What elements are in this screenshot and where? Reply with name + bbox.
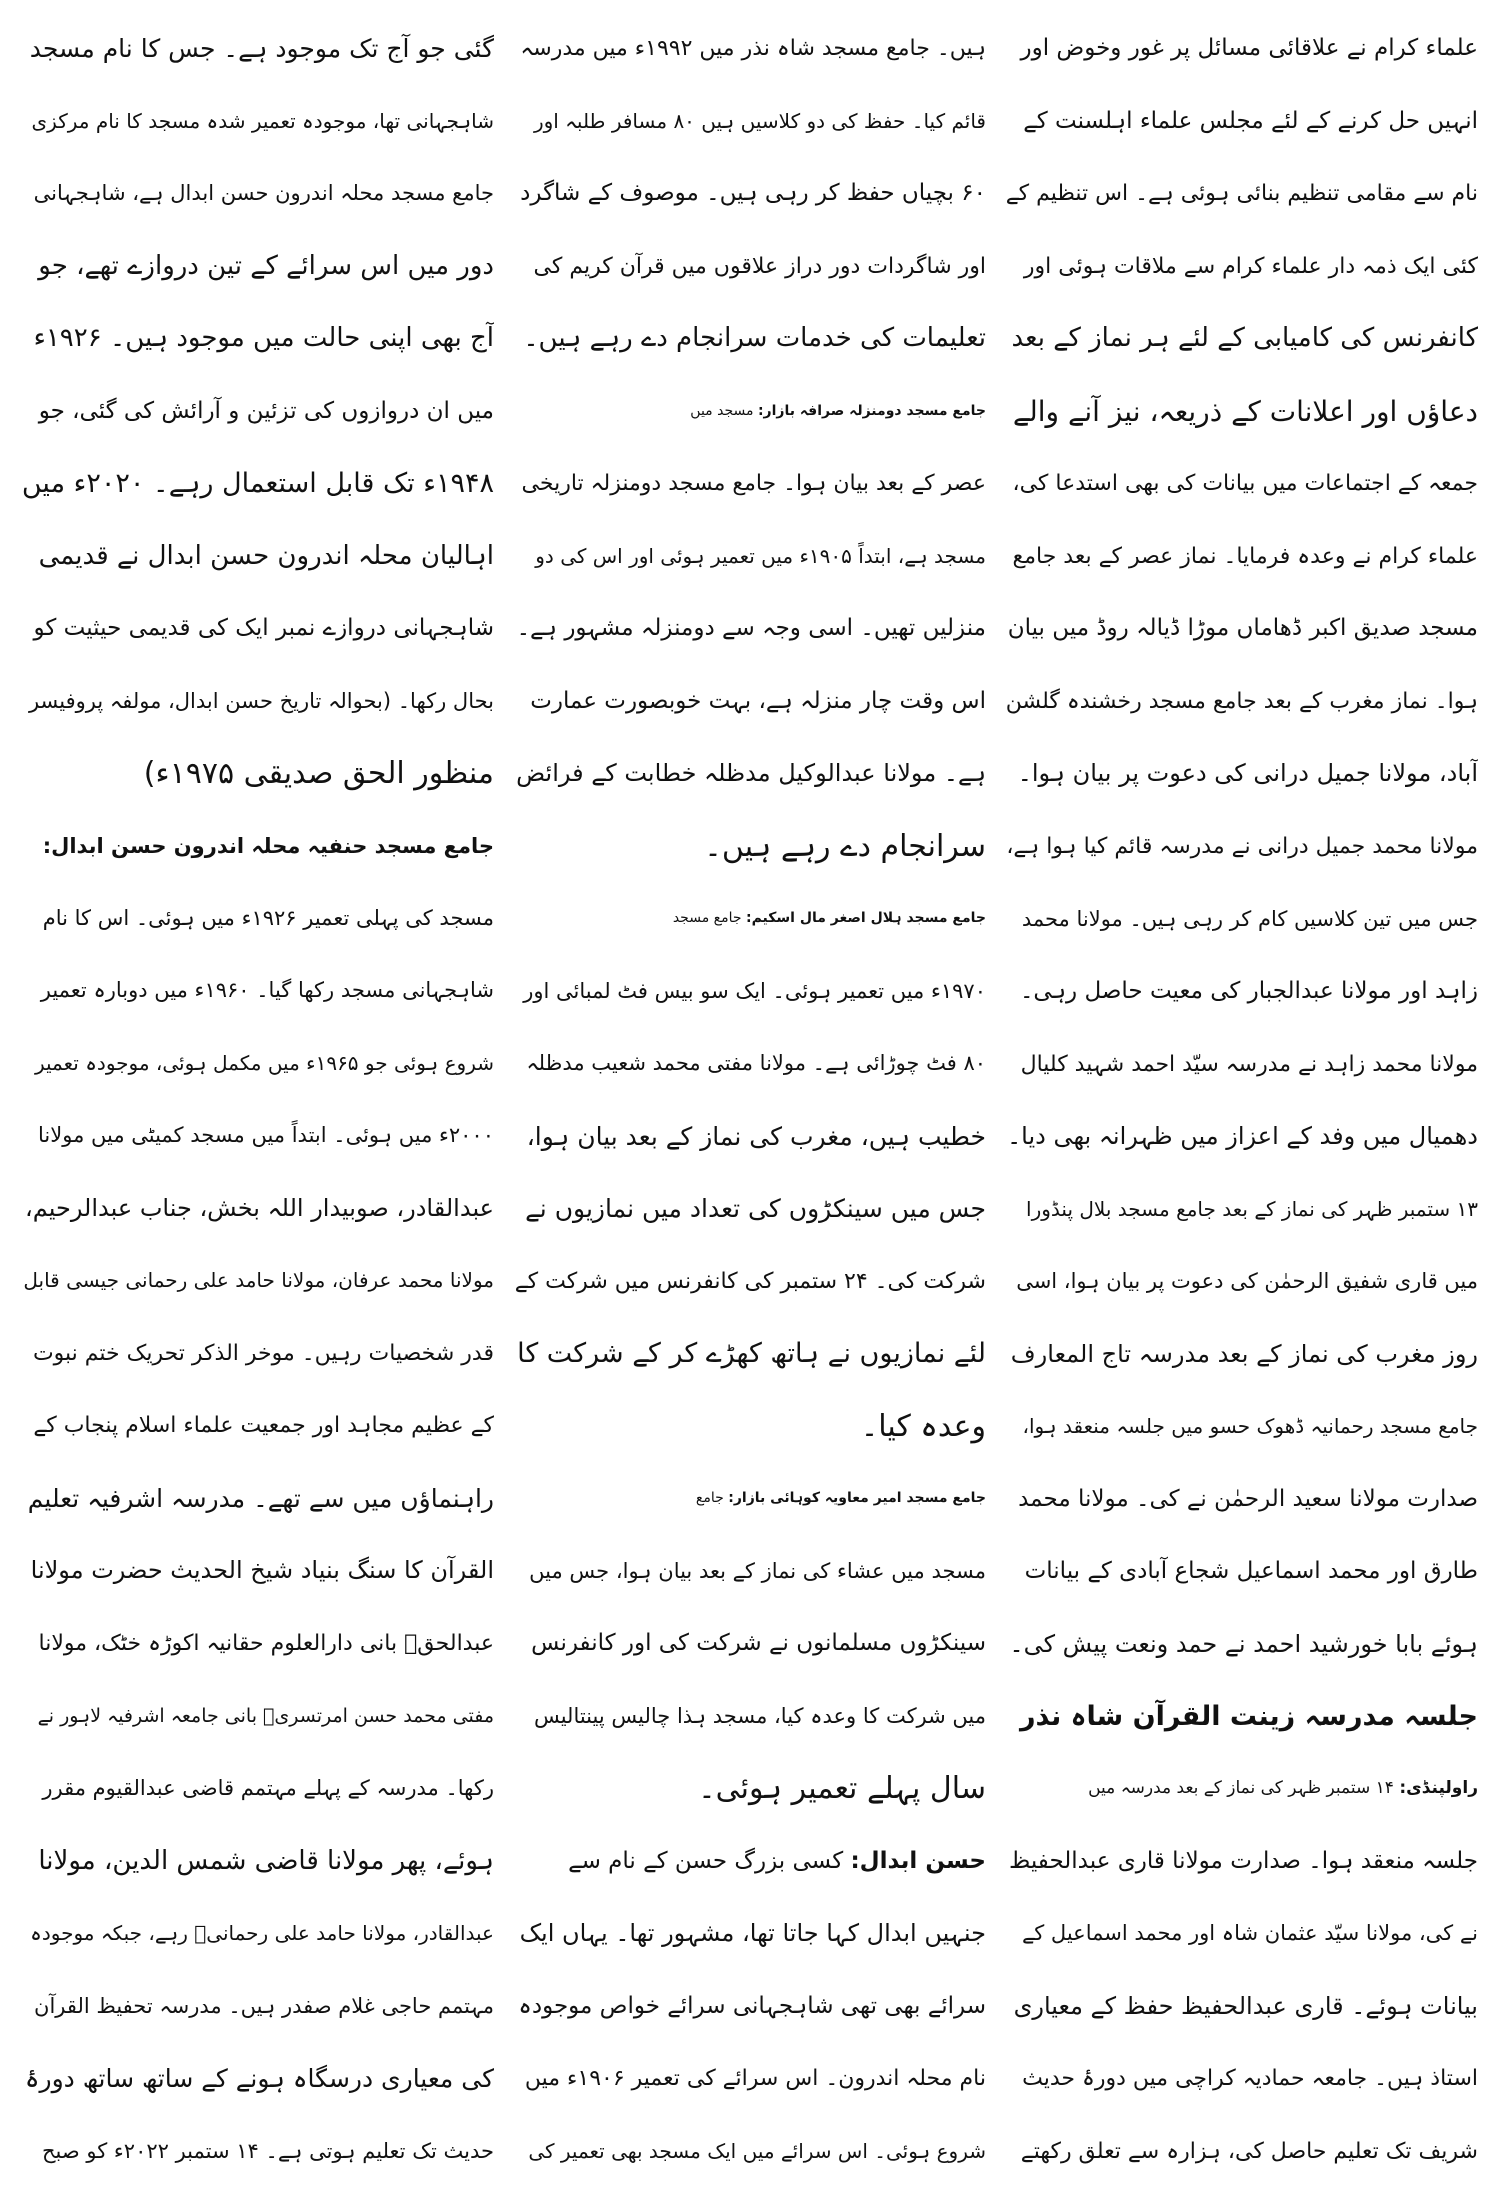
text-line [1006, 1758, 1478, 1819]
text-line: دھمیال میں وفد کے اعزاز میں ظہرانہ بھی دیا۔ [1007, 1122, 1478, 1151]
text-line: جس میں تین کلاسیں کام کر رہی ہیں۔ مولانا محمد [1021, 906, 1478, 931]
text-line: عبدالقادر، صوبیدار اللہ بخش، جناب عبدالرحیم، [25, 1193, 494, 1222]
text-line: نے کی، مولانا سیّد عثمان شاہ اور محمد اسماعیل کے [1021, 1921, 1478, 1946]
text-line: صدارت مولانا سعید الرحمٰن نے کی۔ مولانا محمد [1018, 1485, 1478, 1512]
text-line: آج بھی اپنی حالت میں موجود ہیں۔ ۱۹۲۶ء [33, 323, 494, 354]
text-line [514, 381, 986, 442]
text-line: ہوئے بابا خورشید احمد نے حمد ونعت پیش کی۔ [1009, 1630, 1478, 1659]
text-line: طارق اور محمد اسماعیل شجاع آبادی کے بیانات [1024, 1558, 1478, 1585]
text-line: تعلیمات کی خدمات سرانجام دے رہے ہیں۔ [523, 323, 986, 354]
text-line: مسجد صدیق اکبر ڈھاماں موڑا ڈیالہ روڈ میں بیان [1007, 615, 1478, 642]
text-line: اور شاگردات دور دراز علاقوں میں قرآن کریم کی [533, 253, 986, 279]
text-line: آباد، مولانا جمیل درانی کی دعوت پر بیان ہوا۔ [1017, 759, 1478, 788]
text-line: کی معیاری درسگاہ ہونے کے ساتھ ساتھ دورۂ [24, 2064, 494, 2094]
section-heading: جامع مسجد حنفیہ محلہ اندرون حسن ابدال: [42, 834, 494, 859]
section-heading: جلسہ مدرسہ زینت القرآن شاہ نذر [1020, 1700, 1478, 1732]
text-line: مولانا محمد جمیل درانی نے مدرسہ قائم کیا ہوا ہے، [1006, 834, 1478, 860]
text-line: میں شرکت کا وعدہ کیا، مسجد ہذا چالیس پینتالیس [533, 1703, 986, 1728]
text-line: وعدہ کیا۔ [860, 1408, 986, 1444]
text-line: میں قاری شفیق الرحمٰن کی دعوت پر بیان ہوا، اسی [1016, 1269, 1478, 1294]
text-line: سرائے بھی تھی شاہجہانی سرائے خواص موجودہ [518, 1992, 986, 2019]
text-line: حدیث تک تعلیم ہوتی ہے۔ ۱۴ ستمبر ۲۰۲۲ء کو صبح [42, 2138, 494, 2163]
text-line: ۲۰۰۰ء میں ہوئی۔ ابتداً میں مسجد کمیٹی میں مولانا [38, 1123, 494, 1148]
text-line: قدر شخصیات رہیں۔ موخر الذکر تحریک ختم نبوت [32, 1340, 494, 1366]
text-line: ۱۹۴۸ء تک قابل استعمال رہے۔ ۲۰۲۰ء میں [22, 468, 494, 500]
text-line [514, 888, 986, 949]
text-run: مسجد میں [690, 402, 754, 419]
text-line: دور میں اس سرائے کے تین دروازے تھے، جو [38, 250, 494, 281]
text-line: ۸۰ فٹ چوڑائی ہے۔ مولانا مفتی محمد شعیب مدظلہ [526, 1051, 986, 1076]
text-line: لئے نمازیوں نے ہاتھ کھڑے کر کے شرکت کا [517, 1338, 986, 1370]
text-line: اہالیان محلہ اندرون حسن ابدال نے قدیمی [38, 540, 494, 571]
section-heading: حسن ابدال: [850, 1847, 986, 1874]
text-line: علماء کرام نے علاقائی مسائل پر غور وخوض اور [1020, 35, 1478, 61]
text-run: جامع [695, 1490, 724, 1507]
text-line: روز مغرب کی نماز کے بعد مدرسہ تاج المعارف [1010, 1339, 1478, 1368]
section-heading: جامع مسجد ہلال اصغر مال اسکیم: [745, 910, 986, 927]
text-line: بحال رکھا۔ (بحوالہ تاریخ حسن ابدال، مولفہ پروفیسر [28, 688, 494, 713]
text-line: رکھا۔ مدرسہ کے پہلے مہتمم قاضی عبدالقیوم مقرر [42, 1776, 494, 1801]
text-line: شرکت کی۔ ۲۴ ستمبر کی کانفرنس میں شرکت کے [514, 1268, 986, 1294]
text-line: علماء کرام نے وعدہ فرمایا۔ نماز عصر کے بعد جامع [1012, 543, 1478, 569]
text-run: ۱۴ ستمبر ظہر کی نماز کے بعد مدرسہ میں [1088, 1778, 1394, 1799]
text-line: سرانجام دے رہے ہیں۔ [704, 828, 986, 864]
column-middle [514, 18, 986, 2182]
text-line: مولانا محمد عرفان، مولانا حامد علی رحمانی جیسی قابل [23, 1268, 494, 1293]
text-line: مہتمم حاجی غلام صفدر ہیں۔ مدرسہ تحفیظ القرآن [34, 1993, 494, 2018]
text-line: شریف تک تعلیم حاصل کی، ہزارہ سے تعلق رکھتے [1020, 2138, 1478, 2164]
text-line: دعاؤں اور اعلانات کے ذریعہ، نیز آنے والے [1012, 394, 1478, 428]
text-line: مسجد میں عشاء کی نماز کے بعد بیان ہوا، جس میں [529, 1558, 986, 1583]
text-line: کانفرنس کی کامیابی کے لئے ہر نماز کے بعد [1011, 323, 1478, 354]
text-line: شاہجہانی دروازے نمبر ایک کی قدیمی حیثیت کو [33, 615, 494, 642]
text-line: کئی ایک ذمہ دار علماء کرام سے ملاقات ہوئی اور [1023, 253, 1478, 279]
text-line: شاہجہانی تھا، موجودہ تعمیر شدہ مسجد کا نام مرکزی [31, 108, 494, 133]
text-line: عصر کے بعد بیان ہوا۔ جامع مسجد دومنزلہ تاریخی [521, 471, 986, 497]
text-line: جمعہ کے اجتماعات میں بیانات کی بھی استدعا کی، [1012, 471, 1478, 497]
text-run: کسی بزرگ حسن کے نام سے [568, 1847, 844, 1874]
text-line [514, 1831, 986, 1892]
text-run: جامع مسجد [672, 910, 742, 927]
text-line: ہے۔ مولانا عبدالوکیل مدظلہ خطابت کے فرائض [516, 759, 986, 788]
text-line: ۱۹۷۰ء میں تعمیر ہوئی۔ ایک سو بیس فٹ لمبائی اور [523, 978, 986, 1003]
text-line: انہیں حل کرنے کے لئے مجلس علماء اہلسنت کے [1023, 107, 1478, 134]
text-line: نام سے مقامی تنظیم بنائی ہوئی ہے۔ اس تنظیم کے [1006, 181, 1478, 207]
text-line: جس میں سینکڑوں کی تعداد میں نمازیوں نے [525, 1194, 986, 1224]
text-line: سینکڑوں مسلمانوں نے شرکت کی اور کانفرنس [531, 1630, 986, 1657]
text-line: مسجد ہے، ابتداً ۱۹۰۵ء میں تعمیر ہوئی اور اس کی دو [535, 543, 986, 568]
text-line: گئی جو آج تک موجود ہے۔ جس کا نام مسجد [29, 34, 494, 63]
text-line: شروع ہوئی جو ۱۹۶۵ء میں مکمل ہوئی، موجودہ تعمیر [34, 1050, 494, 1075]
text-line: شروع ہوئی۔ اس سرائے میں ایک مسجد بھی تعمیر کی [528, 2138, 986, 2163]
text-line: عبدالحقؒ بانی دارالعلوم حقانیہ اکوڑہ خٹک، مولانا [38, 1631, 494, 1657]
column-left [22, 18, 494, 2182]
text-line: جنہیں ابدال کہا جاتا تھا، مشہور تھا۔ یہاں ایک [519, 1919, 986, 1948]
text-line: ہوا۔ نماز مغرب کے بعد جامع مسجد رخشندہ گلشن [1006, 688, 1478, 714]
text-line: عبدالقادر، مولانا حامد علی رحمانیؒ رہے، جبکہ موجودہ [30, 1921, 494, 1946]
text-line: ہیں۔ جامع مسجد شاہ نذر میں ۱۹۹۲ء میں مدرسہ [520, 36, 986, 61]
text-line: منظور الحق صدیقی ۱۹۷۵ء) [143, 756, 494, 792]
section-heading: جامع مسجد امیر معاویہ کوہائی بازار: [728, 1490, 986, 1507]
text-line: خطیب ہیں، مغرب کی نماز کے بعد بیان ہوا، [526, 1121, 986, 1151]
text-line: مسجد کی پہلی تعمیر ۱۹۲۶ء میں ہوئی۔ اس کا نام [42, 905, 494, 930]
text-line: نام محلہ اندرون۔ اس سرائے کی تعمیر ۱۹۰۶ء میں [524, 2066, 986, 2092]
text-line: شاہجہانی مسجد رکھا گیا۔ ۱۹۶۰ء میں دوبارہ تعمیر [40, 978, 494, 1003]
text-line: راہنماؤں میں سے تھے۔ مدرسہ اشرفیہ تعلیم [27, 1483, 494, 1513]
text-line: جامع مسجد محلہ اندرون حسن ابدال ہے، شاہجہانی [33, 181, 494, 206]
text-line: ہوئے، پھر مولانا قاضی شمس الدین، مولانا [38, 1845, 494, 1876]
text-line: استاذ ہیں۔ جامعہ حمادیہ کراچی میں دورۂ حدیث [1022, 2066, 1478, 2092]
text-line: جلسہ منعقد ہوا۔ صدارت مولانا قاری عبدالحفیظ [1009, 1847, 1478, 1874]
text-line: زاہد اور مولانا عبدالجبار کی معیت حاصل رہی۔ [1019, 978, 1478, 1005]
text-line: کے عظیم مجاہد اور جمعیت علماء اسلام پنجاب کے [33, 1413, 494, 1439]
text-line: منزلیں تھیں۔ اسی وجہ سے دومنزلہ مشہور ہے۔ [516, 615, 986, 642]
text-line: ۶۰ بچیاں حفظ کر رہی ہیں۔ موصوف کے شاگرد [520, 180, 986, 207]
text-line: مفتی محمد حسن امرتسریؒ بانی جامعہ اشرفیہ لاہور نے [37, 1704, 494, 1727]
text-line: بیانات ہوئے۔ قاری عبدالحفیظ حفظ کے معیاری [1013, 1991, 1478, 2020]
section-heading: راولپنڈی: [1399, 1778, 1478, 1799]
text-line: جامع مسجد رحمانیہ ڈھوک حسو میں جلسہ منعقد ہوا، [1022, 1414, 1478, 1439]
text-line: اس وقت چار منزلہ ہے، بہت خوبصورت عمارت [530, 687, 986, 714]
column-right [1006, 18, 1478, 2182]
text-line: مولانا محمد زاہد نے مدرسہ سیّد احمد شہید کلیال [1020, 1051, 1478, 1077]
text-line: قائم کیا۔ حفظ کی دو کلاسیں ہیں ۸۰ مسافر طلبہ اور [533, 108, 986, 133]
text-line: ۱۳ ستمبر ظہر کی نماز کے بعد جامع مسجد بلال پنڈورا [1026, 1196, 1478, 1221]
section-heading: جامع مسجد دومنزلہ صرافہ بازار: [757, 402, 986, 419]
text-line: القرآن کا سنگ بنیاد شیخ الحدیث حضرت مولانا [30, 1556, 494, 1585]
text-line: میں ان دروازوں کی تزئین و آرائش کی گئی، جو [38, 397, 494, 424]
text-line [514, 1468, 986, 1529]
text-line: سال پہلے تعمیر ہوئی۔ [698, 1771, 986, 1807]
